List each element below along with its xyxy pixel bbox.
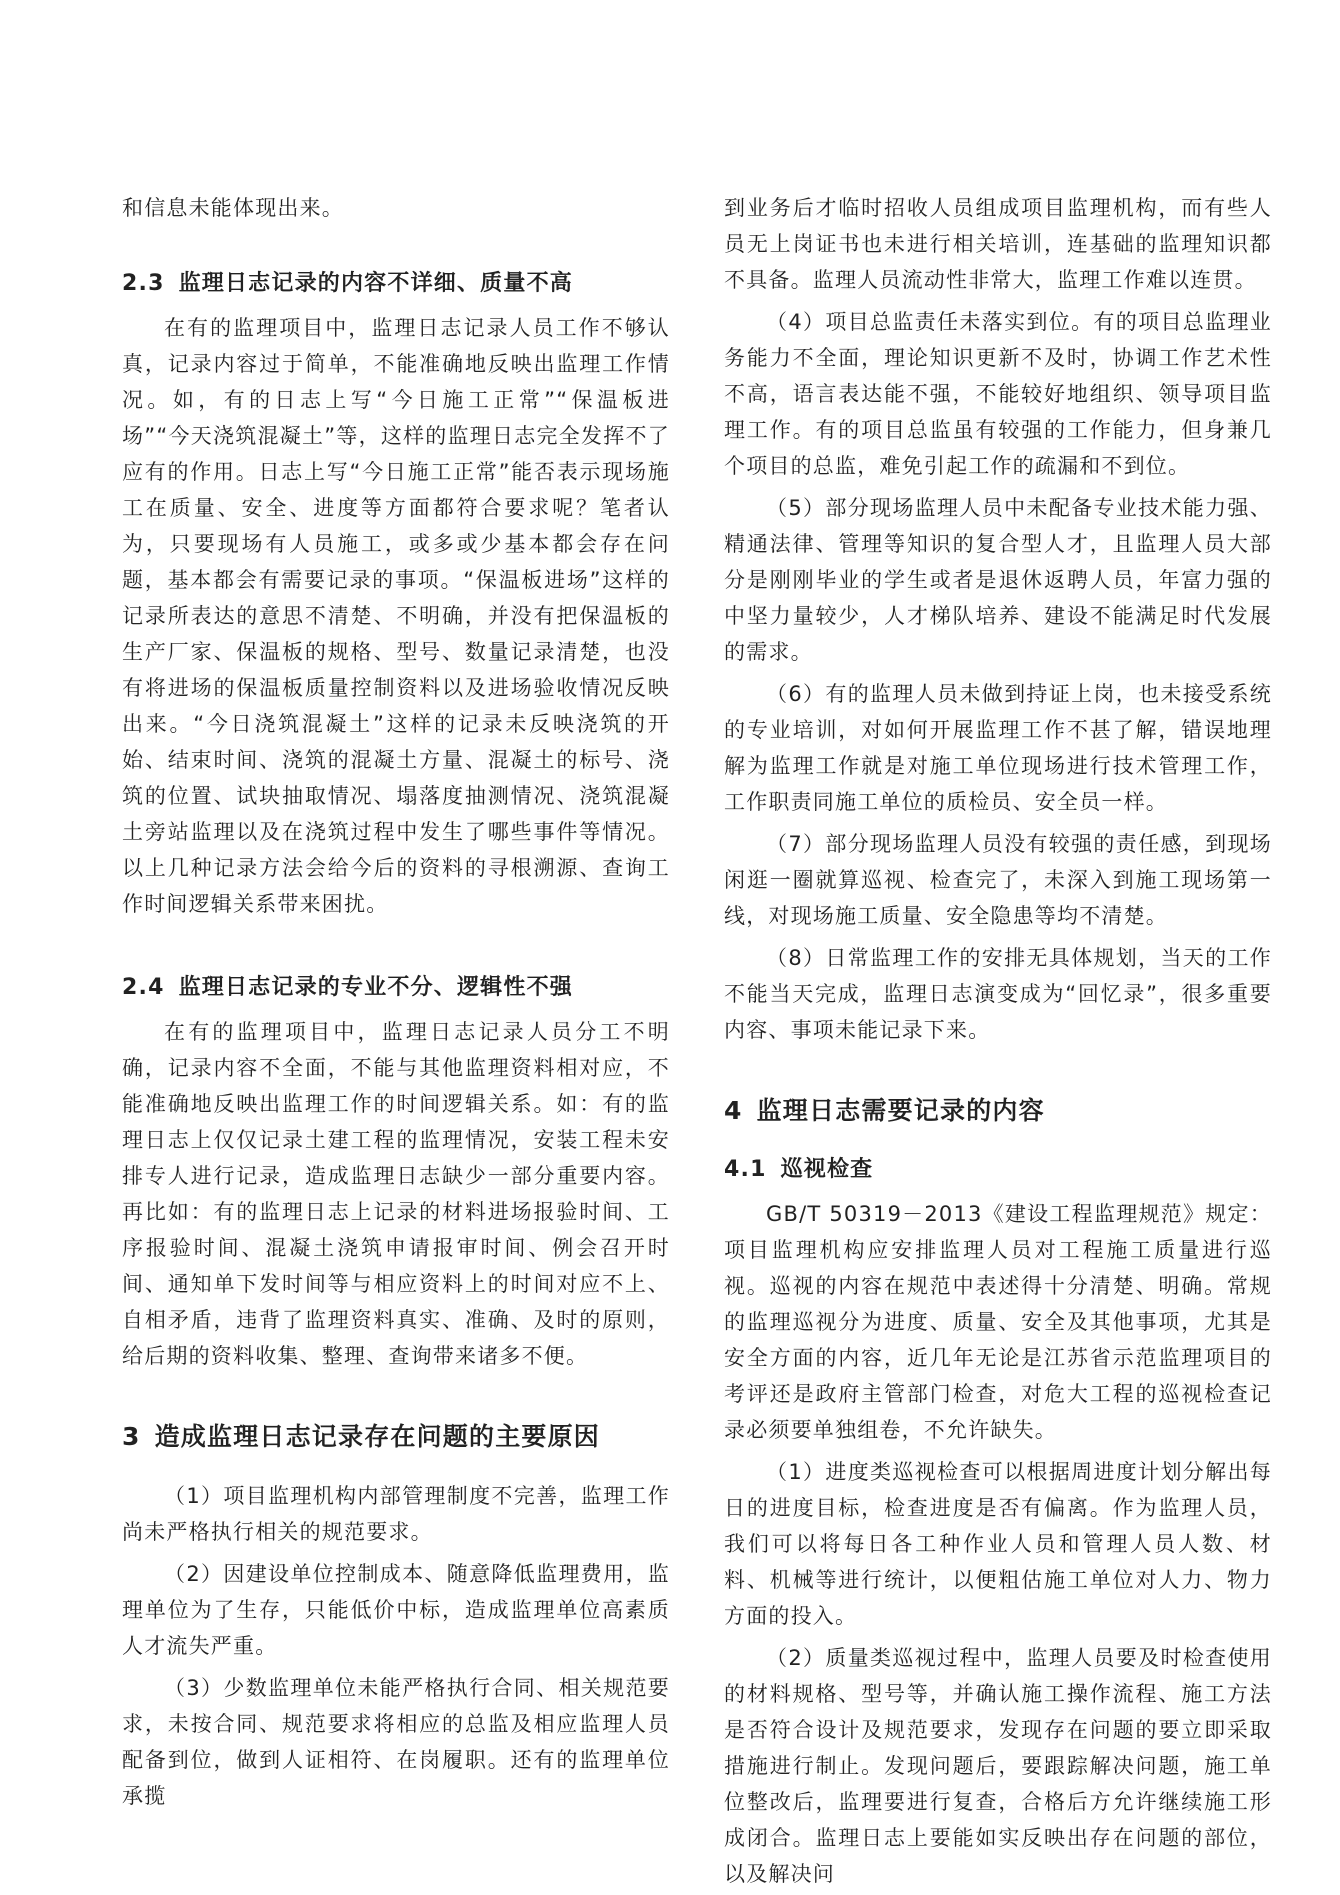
right-column (724, 190, 1272, 1892)
paragraph: 到业务后才临时招收人员组成项目监理机构，而有些人员无上岗证书也未进行相关培训，连基础的监理知识都不具备。监理人员流动性非常大，监理工作难以连贯。 (724, 196, 1272, 292)
paragraph: （1）进度类巡视检查可以根据周进度计划分解出每日的进度目标，检查进度是否有偏离。作为监理人员，我们可以将每日各工种作业人员和管理人员人数、材料、机械等进行统计，以便粗估施工单位对人力、物力方面的投入。 (724, 1460, 1272, 1628)
heading-4-1 (724, 1152, 1272, 1188)
paragraph: 在有的监理项目中，监理日志记录人员分工不明确，记录内容不全面，不能与其他监理资料相对应，不能准确地反映出监理工作的时间逻辑关系。如：有的监理日志上仅仅记录土建工程的监理情况，安装工程未安排专人进行记录，造成监理日志缺少一部分重要内容。再比如：有的监理日志上记录的材料进场报验时间、工序报验时间、混凝土浇筑申请报审时间、例会召开时间、通知单下发时间等与相应资料上的时间对应不上、自相矛盾，违背了监理资料真实、准确、及时的原则，给后期的资料收集、整理、查询带来诸多不便。 (122, 1020, 670, 1368)
heading-title: 监理日志需要记录的内容 (756, 1096, 1045, 1125)
paragraph: 在有的监理项目中，监理日志记录人员工作不够认真，记录内容过于简单，不能准确地反映出监理工作情况。如，有的日志上写“今日施工正常”“保温板进场”“今天浇筑混凝土”等，这样的监理日志完全发挥不了应有的作用。日志上写“今日施工正常”能否表示现场施工在质量、安全、进度等方面都符合要求呢？笔者认为，只要现场有人员施工，或多或少基本都会存在问题，基本都会有需要记录的事项。“保温板进场”这样的记录所表达的意思不清楚、不明确，并没有把保温板的生产厂家、保温板的规格、型号、数量记录清楚，也没有将进场的保温板质量控制资料以及进场验收情况反映出来。“今日浇筑混凝土”这样的记录未反映浇筑的开始、结束时间、浇筑的混凝土方量、混凝土的标号、浇筑的位置、试块抽取情况、塌落度抽测情况、浇筑混凝土旁站监理以及在浇筑过程中发生了哪些事件等情况。以上几种记录方法会给今后的资料的寻根溯源、查询工作时间逻辑关系带来困扰。 (122, 316, 670, 916)
left-column (122, 190, 670, 1814)
paragraph: （3）少数监理单位未能严格执行合同、相关规范要求，未按合同、规范要求将相应的总监及相应监理人员配备到位，做到人证相符、在岗履职。还有的监理单位承揽 (122, 1676, 670, 1808)
paragraph: （2）因建设单位控制成本、随意降低监理费用，监理单位为了生存，只能低价中标，造成监理单位高素质人才流失严重。 (122, 1562, 670, 1658)
paragraph: （8）日常监理工作的安排无具体规划，当天的工作不能当天完成，监理日志演变成为“回忆录”，很多重要内容、事项未能记录下来。 (724, 946, 1272, 1042)
heading-title: 巡视检查 (780, 1157, 874, 1182)
heading-number: 2.4 (122, 975, 165, 1000)
paragraph: （2）质量类巡视过程中，监理人员要及时检查使用的材料规格、型号等，并确认施工操作流程、施工方法是否符合设计及规范要求，发现存在问题的要立即采取措施进行制止。发现问题后，要跟踪解决问题，施工单位整改后，监理要进行复查，合格后方允许继续施工形成闭合。监理日志上要能如实反映出存在问题的部位，以及解决问 (724, 1646, 1272, 1886)
heading-2-3 (122, 266, 670, 302)
paragraph: 和信息未能体现出来。 (122, 196, 344, 220)
heading-4 (724, 1092, 1272, 1130)
paragraph: （1）项目监理机构内部管理制度不完善，监理工作尚未严格执行相关的规范要求。 (122, 1484, 670, 1544)
paragraph: （6）有的监理人员未做到持证上岗，也未接受系统的专业培训，对如何开展监理工作不甚了解，错误地理解为监理工作就是对施工单位现场进行技术管理工作，工作职责同施工单位的质检员、安全员一样。 (724, 682, 1272, 814)
heading-number: 4 (724, 1096, 743, 1125)
heading-title: 造成监理日志记录存在问题的主要原因 (154, 1422, 601, 1451)
heading-title: 监理日志记录的专业不分、逻辑性不强 (178, 975, 573, 1000)
paragraph: GB/T 50319－2013《建设工程监理规范》规定：项目监理机构应安排监理人员对工程施工质量进行巡视。巡视的内容在规范中表述得十分清楚、明确。常规的监理巡视分为进度、质量、安全及其他事项，尤其是安全方面的内容，近几年无论是江苏省示范监理项目的考评还是政府主管部门检查，对危大工程的巡视检查记录必须要单独组卷，不允许缺失。 (724, 1202, 1272, 1442)
paragraph: （5）部分现场监理人员中未配备专业技术能力强、精通法律、管理等知识的复合型人才，且监理人员大部分是刚刚毕业的学生或者是退休返聘人员，年富力强的中坚力量较少，人才梯队培养、建设不能满足时代发展的需求。 (724, 496, 1272, 664)
heading-number: 3 (122, 1422, 141, 1451)
paragraph: （4）项目总监责任未落实到位。有的项目总监理业务能力不全面，理论知识更新不及时，协调工作艺术性不高，语言表达能不强，不能较好地组织、领导项目监理工作。有的项目总监虽有较强的工作能力，但身兼几个项目的总监，难免引起工作的疏漏和不到位。 (724, 310, 1272, 478)
heading-number: 2.3 (122, 271, 165, 296)
heading-2-4 (122, 970, 670, 1006)
paragraph: （7）部分现场监理人员没有较强的责任感，到现场闲逛一圈就算巡视、检查完了，未深入到施工现场第一线，对现场施工质量、安全隐患等均不清楚。 (724, 832, 1272, 928)
heading-number: 4.1 (724, 1157, 767, 1182)
heading-title: 监理日志记录的内容不详细、质量不高 (178, 271, 573, 296)
heading-3 (122, 1418, 670, 1456)
